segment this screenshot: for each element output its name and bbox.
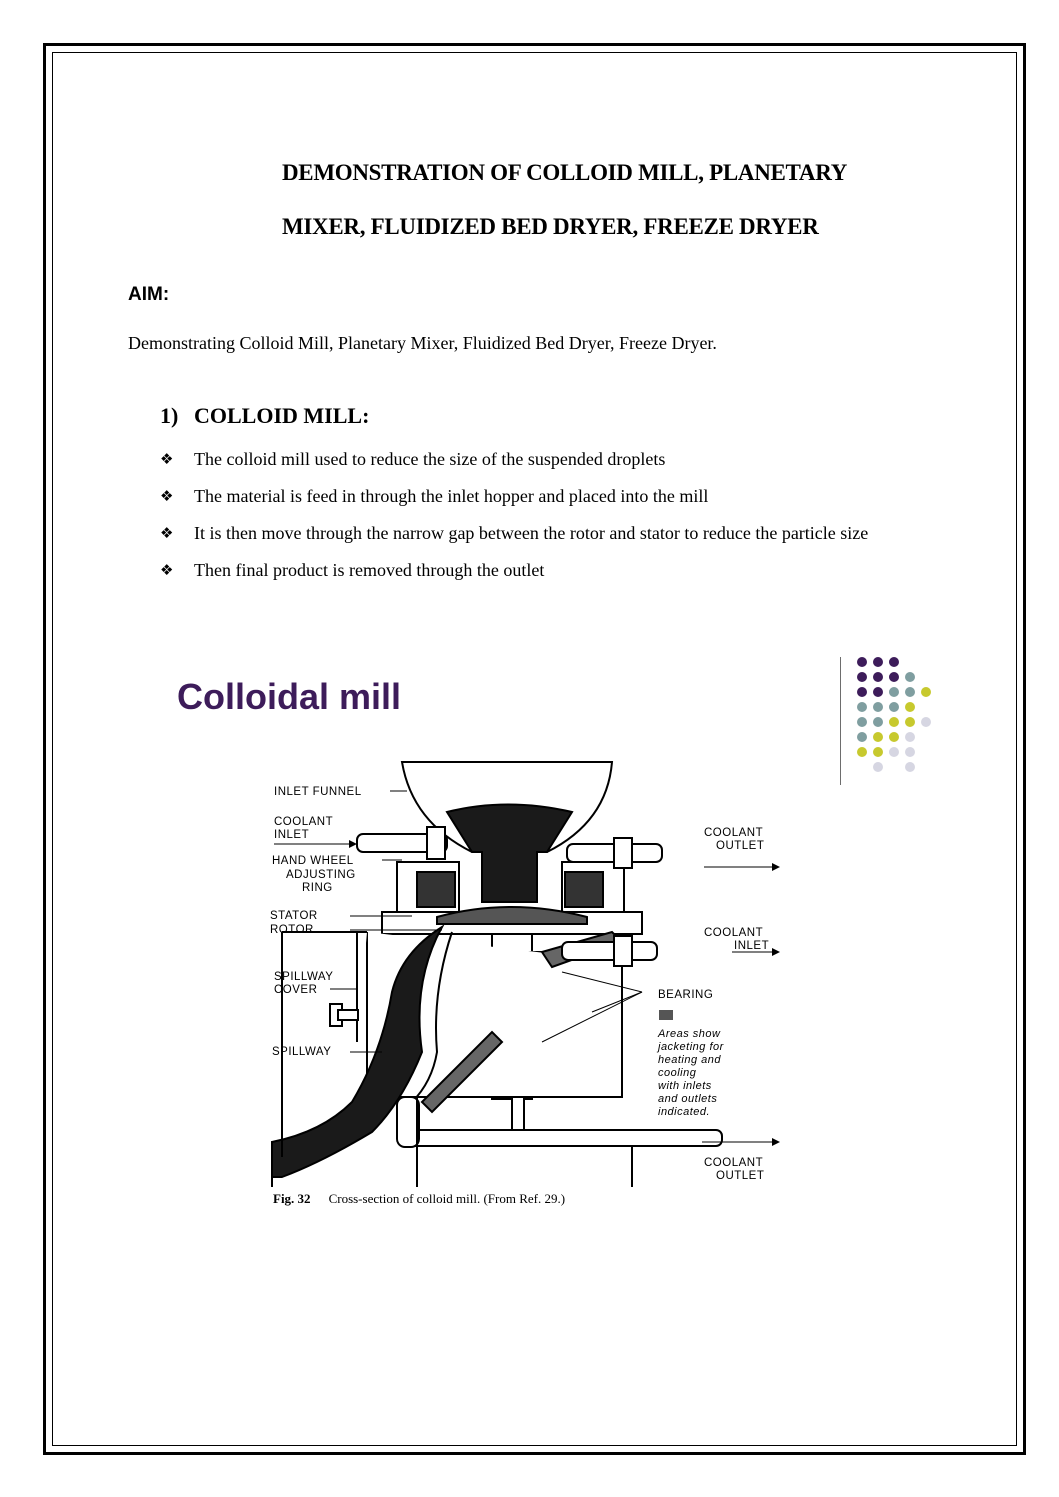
title-line-2: MIXER, FLUIDIZED BED DRYER, FREEZE DRYER: [282, 214, 819, 239]
colloid-mill-diagram: [262, 752, 792, 1187]
label-adjusting-ring: RING: [302, 882, 333, 894]
aim-text: Demonstrating Colloid Mill, Planetary Mixer, Fluidized Bed Dryer, Freeze Dryer.: [128, 333, 717, 353]
bullet-text: The colloid mill used to reduce the size of the suspended droplets: [194, 449, 666, 469]
arrow-right-icon: [349, 840, 357, 848]
label-note: Areas show: [658, 1028, 721, 1040]
label-adjusting-ring: ADJUSTING: [286, 869, 356, 881]
label-coolant-outlet-top: OUTLET: [716, 840, 765, 852]
label-coolant-inlet-right: INLET: [734, 940, 770, 952]
label-coolant-inlet: INLET: [274, 829, 310, 841]
label-spillway-cover: SPILLWAY: [274, 971, 334, 983]
arrow-right-icon: [772, 863, 780, 871]
diamond-bullet-icon: ❖: [160, 524, 174, 542]
title-line-1: DEMONSTRATION OF COLLOID MILL, PLANETARY: [282, 160, 848, 185]
label-coolant-inlet: COOLANT: [274, 816, 334, 828]
label-hand-wheel: HAND WHEEL: [272, 855, 354, 867]
section-number: 1): [160, 403, 179, 428]
diamond-bullet-icon: ❖: [160, 487, 174, 505]
arrow-right-icon: [772, 948, 780, 956]
figure-slide-title: Colloidal mill: [177, 676, 402, 717]
label-stator: STATOR: [270, 910, 318, 922]
label-coolant-outlet-bottom: OUTLET: [716, 1170, 765, 1182]
label-note: heating and: [658, 1054, 721, 1066]
label-note: jacketing for: [658, 1041, 724, 1053]
label-note: cooling: [658, 1067, 697, 1079]
bullet-text: Then final product is removed through the outlet: [194, 560, 545, 580]
label-inlet-funnel: INLET FUNNEL: [274, 786, 362, 798]
label-spillway: SPILLWAY: [272, 1046, 332, 1058]
section-title: COLLOID MILL:: [194, 403, 370, 428]
bullet-text: It is then move through the narrow gap between the rotor and stator to reduce the particle size: [194, 523, 869, 543]
label-note: indicated.: [658, 1106, 711, 1118]
arrow-right-icon: [772, 1138, 780, 1146]
label-bearing: BEARING: [658, 989, 714, 1001]
jacketing-legend-swatch: [659, 1010, 673, 1020]
label-note: with inlets: [658, 1080, 712, 1092]
caption-label: Fig. 32: [273, 1191, 311, 1206]
label-spillway-cover: COVER: [274, 984, 318, 996]
diamond-bullet-icon: ❖: [160, 450, 174, 468]
caption-text: Cross-section of colloid mill. (From Ref. 29.): [328, 1191, 566, 1206]
aim-heading: AIM:: [128, 284, 170, 305]
figure-caption: [273, 1191, 565, 1207]
bullet-text: The material is feed in through the inlet hopper and placed into the mill: [194, 486, 709, 506]
label-rotor: ROTOR: [270, 924, 314, 936]
label-coolant-inlet-right: COOLANT: [704, 927, 764, 939]
dot-grid-icon: [857, 657, 931, 772]
label-coolant-outlet-bottom: COOLANT: [704, 1157, 764, 1169]
label-coolant-outlet-top: COOLANT: [704, 827, 764, 839]
diamond-bullet-icon: ❖: [160, 561, 174, 579]
label-note: and outlets: [658, 1093, 718, 1105]
